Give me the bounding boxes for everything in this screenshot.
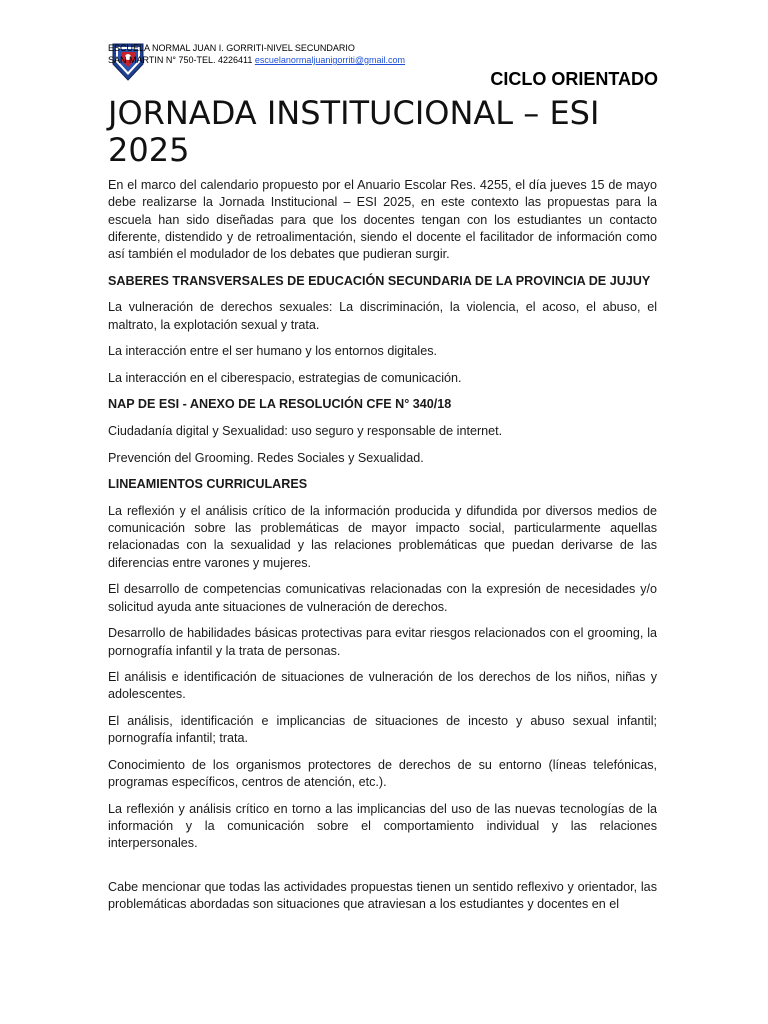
section-heading-lineamientos: LINEAMIENTOS CURRICULARES	[108, 477, 308, 492]
intro-paragraph: En el marco del calendario propuesto por el Anuario Escolar Res. 4255, el día jueves 15 de mayo debe realizarse la Jornada Institucional – ESI 2025, en este contexto las propuestas para la escuela han sido diseñadas para que los docentes tengan con los estudiantes un contacto diferente, distendido y de retroalimentación, siendo el docente el facilitador de información como así también el modulador de los debates que pudieran surgir.	[108, 178, 657, 262]
saberes-item: La interacción en el ciberespacio, estrategias de comunicación.	[108, 370, 462, 385]
paragraph-spacer	[108, 862, 657, 879]
section-heading-nap: NAP DE ESI - ANEXO DE LA RESOLUCIÓN CFE N° 340/18	[108, 397, 452, 412]
school-email-link[interactable]: escuelanormaljuanigorriti@gmail.com	[254, 55, 406, 65]
cycle-label: CICLO ORIENTADO	[490, 69, 658, 89]
lineamientos-item: La reflexión y análisis crítico en torno a las implicancias del uso de las nuevas tecnologías de la información y la comunicación sobre el comportamiento individual y las relaciones interpersonales.	[108, 801, 657, 851]
lineamientos-item: Desarrollo de habilidades básicas protectivas para evitar riesgos relacionados con el grooming, la pornografía infantil y la trata de personas.	[108, 626, 657, 658]
nap-item: Prevención del Grooming. Redes Sociales y Sexualidad.	[108, 450, 424, 465]
school-address: SAN MARTIN N° 750-TEL. 4226411	[108, 55, 253, 65]
lineamientos-item: El análisis, identificación e implicancias de situaciones de incesto y abuso sexual infantil; pornografía infantil; trata.	[108, 713, 657, 746]
letterhead	[108, 42, 660, 72]
closing-paragraph: Cabe mencionar que todas las actividades propuestas tienen un sentido reflexivo y orientador, las problemáticas abordadas son situaciones que atraviesan a los estudiantes y docentes en el	[108, 879, 657, 912]
lineamientos-item: Conocimiento de los organismos protectores de derechos de su entorno (líneas telefónicas, programas específicos, centros de atención, etc.).	[108, 757, 657, 790]
lineamientos-item: El análisis e identificación de situaciones de vulneración de los derechos de los niños, niñas y adolescentes.	[108, 670, 657, 702]
lineamientos-item: El desarrollo de competencias comunicativas relacionadas con la expresión de necesidades y/o solicitud ayuda ante situaciones de vulneración de derechos.	[108, 582, 657, 614]
document-body	[108, 177, 657, 923]
document-title: JORNADA INSTITUCIONAL – ESI 2025	[108, 94, 600, 169]
nap-item: Ciudadanía digital y Sexualidad: uso seguro y responsable de internet.	[108, 424, 503, 439]
school-contact	[108, 54, 660, 66]
saberes-item: La interacción entre el ser humano y los entornos digitales.	[108, 344, 438, 359]
section-heading-saberes: SABERES TRANSVERSALES DE EDUCACIÓN SECUNDARIA DE LA PROVINCIA DE JUJUY	[108, 273, 651, 288]
lineamientos-item: La reflexión y el análisis crítico de la información producida y difundida por diversos medios de comunicación sobre las problemáticas de mayor impacto social, particularmente aquellas relacionadas con la sexualidad y las relaciones problemáticas que puedan derivarse de las diferencias entre varones y mujeres.	[108, 503, 657, 570]
saberes-item: La vulneración de derechos sexuales: La discriminación, la violencia, el acoso, el abuso, el maltrato, la explotación sexual y trata.	[108, 300, 657, 332]
school-name: ESCUELA NORMAL JUAN I. GORRITI-NIVEL SECUNDARIO	[108, 43, 355, 53]
